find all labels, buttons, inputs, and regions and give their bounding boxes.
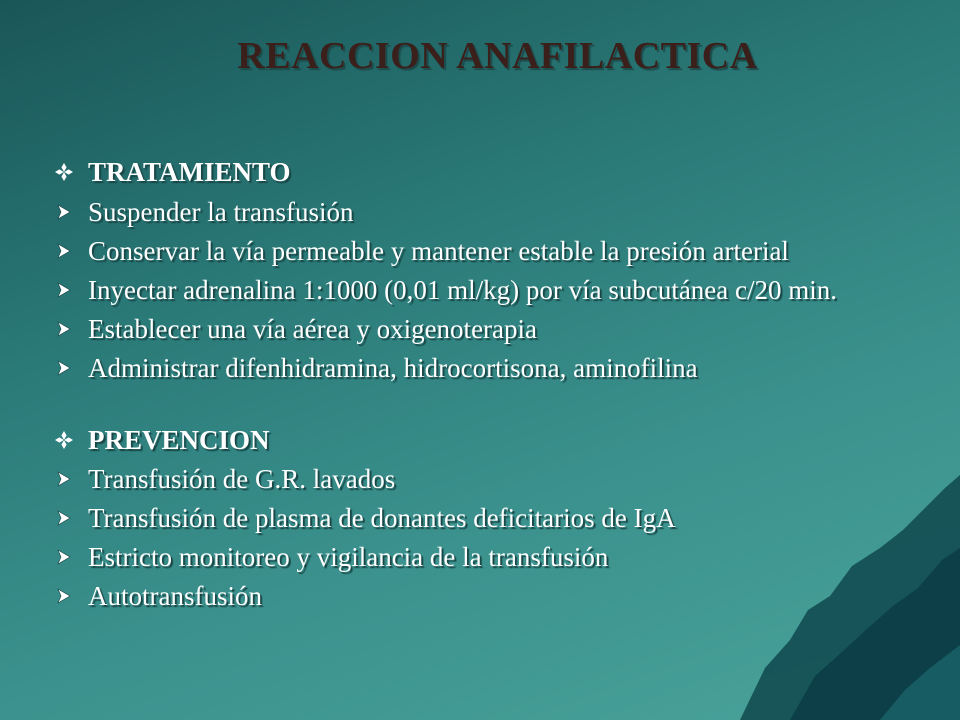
arrow-bullet-icon [52, 198, 76, 226]
list-item-text: Transfusión de G.R. lavados [88, 464, 396, 494]
list-item-text: Conservar la vía permeable y mantener estable la presión arterial [88, 236, 789, 266]
list-item-text: Suspender la transfusión [88, 197, 354, 227]
list-item [52, 276, 932, 304]
section-heading-text: TRATAMIENTO [88, 157, 291, 187]
arrow-bullet-icon [52, 315, 76, 343]
list-item [52, 354, 932, 382]
arrow-bullet-icon [52, 465, 76, 493]
section-heading-prevencion [52, 426, 932, 454]
list-item-text: Establecer una vía aérea y oxigenoterapia [88, 314, 538, 344]
list-item [52, 543, 932, 571]
list-item-text: Estricto monitoreo y vigilancia de la transfusión [88, 542, 609, 572]
arrow-bullet-icon [52, 582, 76, 610]
list-item-text: Inyectar adrenalina 1:1000 (0,01 ml/kg) por vía subcutánea c/20 min. [88, 275, 838, 305]
arrow-bullet-icon [52, 543, 76, 571]
content-list [52, 158, 932, 610]
list-item-text: Administrar difenhidramina, hidrocortisona, aminofilina [88, 353, 698, 383]
list-item [52, 198, 932, 226]
section-heading-tratamiento [52, 158, 932, 186]
slide-title: REACCION ANAFILACTICA [237, 35, 758, 77]
list-item-text: Transfusión de plasma de donantes deficitarios de IgA [88, 503, 676, 533]
list-item [52, 465, 932, 493]
arrow-bullet-icon [52, 504, 76, 532]
list-item-text: Autotransfusión [88, 581, 262, 611]
diamond-bullet-icon [52, 426, 76, 454]
arrow-bullet-icon [52, 237, 76, 265]
list-item [52, 237, 932, 265]
list-item [52, 504, 932, 532]
arrow-bullet-icon [52, 354, 76, 382]
list-item [52, 582, 932, 610]
section-heading-text: PREVENCION [88, 425, 270, 455]
diamond-bullet-icon [52, 158, 76, 186]
arrow-bullet-icon [52, 276, 76, 304]
list-item [52, 315, 932, 343]
